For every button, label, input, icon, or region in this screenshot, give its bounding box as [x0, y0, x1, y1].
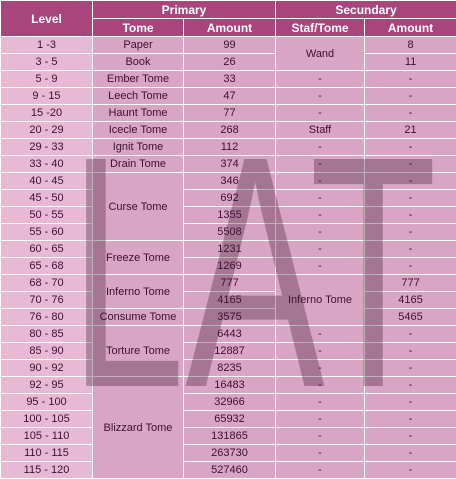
table-row	[1, 156, 456, 173]
tome-cell: Freeze Tome	[93, 241, 184, 275]
level-cell: 105 - 110	[1, 428, 93, 445]
secundary-amount-cell: -	[365, 173, 456, 190]
staff-cell: -	[276, 207, 365, 224]
secundary-amount-cell: -	[365, 156, 456, 173]
staff-cell: -	[276, 105, 365, 122]
amount-cell: 346	[184, 173, 276, 190]
tome-cell: Leech Tome	[93, 88, 184, 105]
level-cell: 70 - 76	[1, 292, 93, 309]
amount-cell: 112	[184, 139, 276, 156]
secundary-amount-cell: -	[365, 445, 456, 462]
staff-cell: -	[276, 394, 365, 411]
secundary-amount-cell: -	[365, 139, 456, 156]
table-row	[1, 445, 456, 462]
table-row	[1, 207, 456, 224]
staff-cell: -	[276, 190, 365, 207]
level-cell: 50 - 55	[1, 207, 93, 224]
level-cell: 80 - 85	[1, 326, 93, 343]
level-cell: 1 -3	[1, 37, 93, 54]
secundary-amount-cell: -	[365, 377, 456, 394]
secundary-amount-cell: -	[365, 71, 456, 88]
level-cell: 95 - 100	[1, 394, 93, 411]
level-cell: 90 - 92	[1, 360, 93, 377]
secundary-amount-cell: -	[365, 241, 456, 258]
amount-cell: 16483	[184, 377, 276, 394]
level-cell: 100 - 105	[1, 411, 93, 428]
header-level: Level	[1, 1, 93, 37]
tome-cell: Consume Tome	[93, 309, 184, 326]
amount-cell: 3575	[184, 309, 276, 326]
amount-cell: 131865	[184, 428, 276, 445]
level-cell: 85 - 90	[1, 343, 93, 360]
level-cell: 65 - 68	[1, 258, 93, 275]
staff-cell: -	[276, 377, 365, 394]
staff-cell: -	[276, 360, 365, 377]
amount-cell: 8235	[184, 360, 276, 377]
tome-cell: Paper	[93, 37, 184, 54]
amount-cell: 777	[184, 275, 276, 292]
secundary-amount-cell: 11	[365, 54, 456, 71]
level-cell: 76 - 80	[1, 309, 93, 326]
table-row	[1, 105, 456, 122]
staff-cell: -	[276, 445, 365, 462]
amount-cell: 527460	[184, 462, 276, 479]
tome-cell: Ember Tome	[93, 71, 184, 88]
staff-cell: -	[276, 326, 365, 343]
secundary-amount-cell: -	[365, 326, 456, 343]
staff-cell: -	[276, 139, 365, 156]
staff-cell: -	[276, 343, 365, 360]
table-row	[1, 394, 456, 411]
amount-cell: 1355	[184, 207, 276, 224]
level-cell: 29 - 33	[1, 139, 93, 156]
secundary-amount-cell: -	[365, 462, 456, 479]
amount-cell: 374	[184, 156, 276, 173]
secundary-amount-cell: 8	[365, 37, 456, 54]
tome-cell: Icecle Tome	[93, 122, 184, 139]
table-row	[1, 122, 456, 139]
tome-cell: Blizzard Tome	[93, 377, 184, 479]
secundary-amount-cell: -	[365, 105, 456, 122]
secundary-amount-cell: -	[365, 88, 456, 105]
amount-cell: 4165	[184, 292, 276, 309]
amount-cell: 33	[184, 71, 276, 88]
level-cell: 110 - 115	[1, 445, 93, 462]
staff-cell: -	[276, 156, 365, 173]
table-row	[1, 326, 456, 343]
level-cell: 55 - 60	[1, 224, 93, 241]
secundary-amount-cell: 5465	[365, 309, 456, 326]
staff-cell: -	[276, 411, 365, 428]
tome-cell: Curse Tome	[93, 173, 184, 241]
amount-cell: 65932	[184, 411, 276, 428]
level-cell: 15 -20	[1, 105, 93, 122]
staff-cell: Inferno Tome	[276, 275, 365, 326]
table-row	[1, 309, 456, 326]
table-row	[1, 71, 456, 88]
level-cell: 68 - 70	[1, 275, 93, 292]
amount-cell: 26	[184, 54, 276, 71]
tome-cell: Drain Tome	[93, 156, 184, 173]
amount-cell: 263730	[184, 445, 276, 462]
secundary-amount-cell: -	[365, 224, 456, 241]
amount-cell: 1269	[184, 258, 276, 275]
amount-cell: 47	[184, 88, 276, 105]
secundary-amount-cell: -	[365, 343, 456, 360]
secundary-amount-cell: -	[365, 428, 456, 445]
header-staf-tome: Staf/Tome	[276, 19, 365, 37]
staff-cell: Staff	[276, 122, 365, 139]
secundary-amount-cell: 4165	[365, 292, 456, 309]
table-row	[1, 360, 456, 377]
secundary-amount-cell: -	[365, 258, 456, 275]
amount-cell: 5508	[184, 224, 276, 241]
staff-cell: -	[276, 173, 365, 190]
table-row	[1, 54, 456, 71]
header-primary: Primary	[93, 1, 276, 19]
table-row	[1, 139, 456, 156]
secundary-amount-cell: -	[365, 360, 456, 377]
table-row	[1, 224, 456, 241]
secundary-amount-cell: -	[365, 411, 456, 428]
level-cell: 115 - 120	[1, 462, 93, 479]
amount-cell: 692	[184, 190, 276, 207]
table-row	[1, 258, 456, 275]
level-cell: 33 - 40	[1, 156, 93, 173]
table-row	[1, 377, 456, 394]
level-cell: 5 - 9	[1, 71, 93, 88]
table-row	[1, 411, 456, 428]
table-row	[1, 462, 456, 479]
staff-cell: -	[276, 462, 365, 479]
amount-cell: 99	[184, 37, 276, 54]
table-row	[1, 241, 456, 258]
table-row	[1, 343, 456, 360]
secundary-amount-cell: -	[365, 207, 456, 224]
table-row	[1, 173, 456, 190]
amount-cell: 268	[184, 122, 276, 139]
table-row	[1, 190, 456, 207]
staff-cell: -	[276, 88, 365, 105]
staff-cell: -	[276, 241, 365, 258]
level-cell: 9 - 15	[1, 88, 93, 105]
table-row	[1, 37, 456, 54]
level-cell: 45 - 50	[1, 190, 93, 207]
staff-cell: -	[276, 428, 365, 445]
secundary-amount-cell: -	[365, 394, 456, 411]
table-row	[1, 275, 456, 292]
watermark-text: LAT	[69, 143, 437, 393]
secundary-amount-cell: -	[365, 190, 456, 207]
header-secundary-amount: Amount	[365, 19, 456, 37]
level-cell: 92 - 95	[1, 377, 93, 394]
staff-cell: -	[276, 224, 365, 241]
tome-cell: Book	[93, 54, 184, 71]
amount-cell: 12887	[184, 343, 276, 360]
table-row	[1, 428, 456, 445]
amount-cell: 32966	[184, 394, 276, 411]
tome-cell: Haunt Tome	[93, 105, 184, 122]
level-cell: 20 - 29	[1, 122, 93, 139]
level-cell: 40 - 45	[1, 173, 93, 190]
header-secundary: Secundary	[276, 1, 456, 19]
amount-cell: 1231	[184, 241, 276, 258]
amount-cell: 77	[184, 105, 276, 122]
level-cell: 3 - 5	[1, 54, 93, 71]
table-row	[1, 88, 456, 105]
tome-cell: Inferno Tome	[93, 275, 184, 309]
table-row	[1, 292, 456, 309]
secundary-amount-cell: 21	[365, 122, 456, 139]
staff-cell: Wand	[276, 37, 365, 71]
staff-cell: -	[276, 71, 365, 88]
tome-cell: Ignit Tome	[93, 139, 184, 156]
secundary-amount-cell: 777	[365, 275, 456, 292]
header-amount: Amount	[184, 19, 276, 37]
tome-cell: Torture Tome	[93, 326, 184, 377]
staff-cell: -	[276, 258, 365, 275]
amount-cell: 6443	[184, 326, 276, 343]
level-cell: 60 - 65	[1, 241, 93, 258]
header-tome: Tome	[93, 19, 184, 37]
